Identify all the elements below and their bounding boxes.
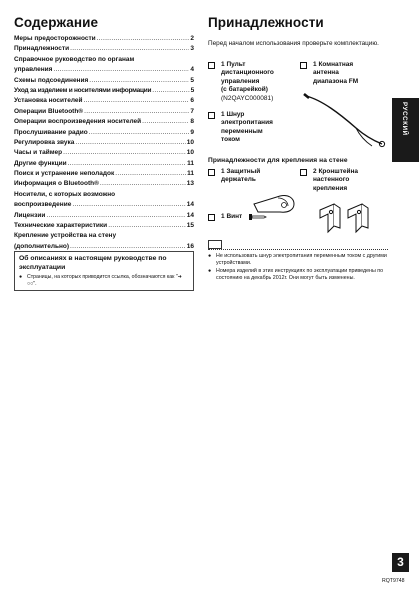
toc-item: Уход за изделием и носителями информации ..... 5 <box>14 86 194 96</box>
toc-item: Технические характеристики ..... 15 <box>14 221 194 231</box>
toc-heading: Содержание <box>14 15 99 30</box>
toc-item: (дополнительно) ..... 16 <box>14 242 194 252</box>
toc-item: воспроизведение ..... 14 <box>14 200 194 210</box>
accessory-wall-brackets: 2 Кронштейна настенного крепления <box>300 168 358 193</box>
toc-item-line: Носители, с которых возможно <box>14 190 194 200</box>
checkbox-icon <box>300 169 307 176</box>
accessory-notes <box>208 253 388 283</box>
memo-icon <box>208 240 222 249</box>
manual-description-note <box>14 251 194 291</box>
table-of-contents <box>14 34 194 252</box>
toc-item: Меры предосторожности ..... 2 <box>14 34 194 44</box>
memo-divider <box>208 249 388 250</box>
accessory-protective-holder: 1 Защитный держатель <box>208 168 260 185</box>
toc-item: Часы и таймер ..... 10 <box>14 148 194 158</box>
wall-bracket-illustration <box>316 200 376 236</box>
toc-item: Информация о Bluetooth® ..... 13 <box>14 179 194 189</box>
wall-mount-accessories-heading: Принадлежности для крепления на стене <box>208 157 348 164</box>
toc-item: Принадлежности ..... 3 <box>14 44 194 54</box>
toc-item-line: Справочное руководство по органам <box>14 55 194 65</box>
toc-item: Операции воспроизведения носителей ..... 8 <box>14 117 194 127</box>
toc-item: Установка носителей ..... 6 <box>14 96 194 106</box>
toc-item: Другие функции ..... 11 <box>14 159 194 169</box>
fm-antenna-illustration <box>300 92 388 150</box>
accessory-fm-antenna: 1 Комнатная антенна диапазона FM <box>300 61 358 86</box>
checkbox-icon <box>208 169 215 176</box>
document-code: RQT9748 <box>382 578 405 584</box>
checkbox-icon <box>300 62 307 69</box>
note-item: ● Не использовать шнур электропитания переменным током с другими устройствами. <box>208 253 387 267</box>
checkbox-icon <box>208 62 215 69</box>
screw-illustration <box>248 211 268 223</box>
checkbox-icon <box>208 112 215 119</box>
checkbox-icon <box>208 214 215 221</box>
accessory-power-cord: 1 Шнур электропитания переменным током <box>208 111 273 145</box>
toc-item: управления ..... 4 <box>14 65 194 75</box>
toc-item: Регулировка звука ..... 10 <box>14 138 194 148</box>
note-item: ● Номера изделий в этих инструкциях по эксплуатации приведены по состоянию на декабрь 2012г. Они могут быть изменены. <box>208 267 384 282</box>
toc-item: Операции Bluetooth® ..... 7 <box>14 107 194 117</box>
accessories-heading: Принадлежности <box>208 15 324 30</box>
page-number: 3 <box>392 553 409 572</box>
toc-item: Прослушивание радио ..... 9 <box>14 128 194 138</box>
accessories-intro: Перед началом использования проверьте комплектацию. <box>208 40 379 47</box>
toc-item: Поиск и устранение неполадок ..... 11 <box>14 169 194 179</box>
accessory-screw: 1 Винт <box>208 213 242 221</box>
toc-item: Схемы подсоединения ..... 5 <box>14 76 194 86</box>
language-tab: РУССКИЙ <box>392 98 419 162</box>
accessory-remote-control: 1 Пульт дистанционного управления (с батарейкой) (N2QAYC000081) <box>208 61 274 103</box>
note-title: Об описаниях в настоящем руководстве по эксплуатации <box>19 255 167 271</box>
toc-item: Лицензии ..... 14 <box>14 211 194 221</box>
toc-item-line: Крепление устройства на стену <box>14 231 194 241</box>
note-bullet: ● Страницы, на которых приводится ссылка, обозначаются как "➜ ○○". <box>19 274 183 287</box>
